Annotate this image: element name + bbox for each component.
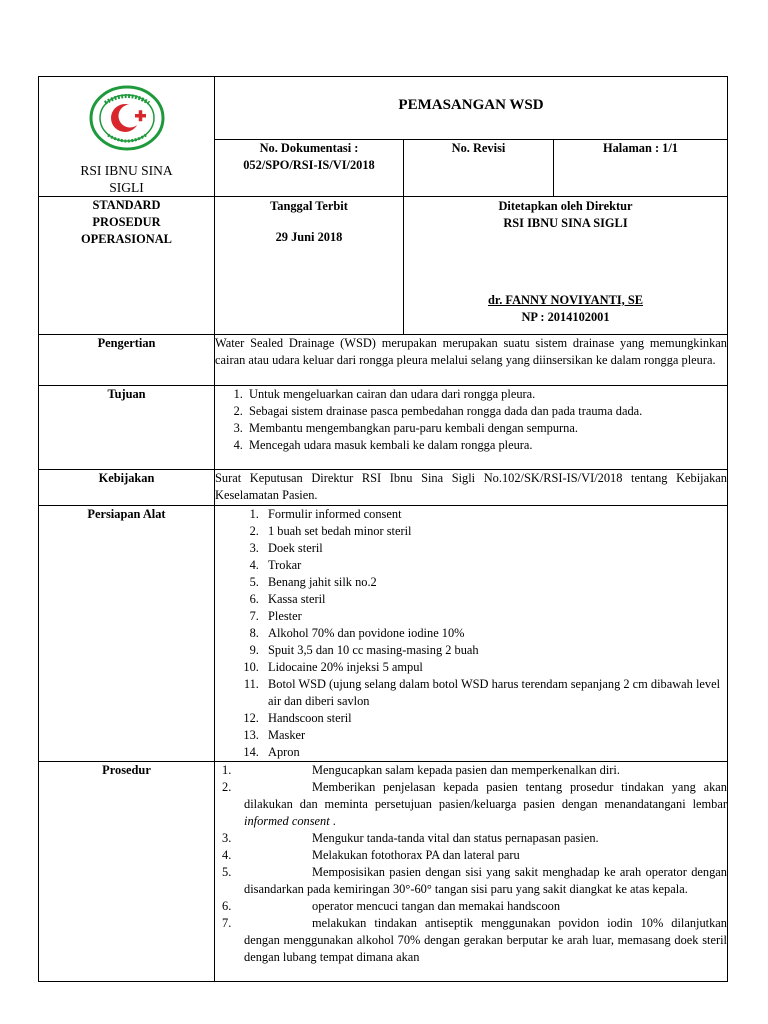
doc-number-cell <box>215 139 404 196</box>
sop-table <box>38 76 728 982</box>
list-item: 13. Masker <box>262 727 727 744</box>
prosedur-cell <box>215 762 728 982</box>
tujuan-list <box>215 386 727 454</box>
list-item: 4. Mencegah udara masuk kembali ke dalam rongga pleura. <box>246 437 727 454</box>
pengertian-text: Water Sealed Drainage (WSD) merupakan merupakan suatu sistem drainase yang memungkinkan cairan atau udara keluar dari rongga pleura melalui selang yang diinsersikan ke dalam rongga pleura. <box>215 335 728 386</box>
step-number: 2. <box>222 780 232 794</box>
director-np: NP : 2014102001 <box>521 310 610 324</box>
list-item: 6. Kassa steril <box>262 591 727 608</box>
list-item: 1. Untuk mengeluarkan cairan dan udara dari rongga pleura. <box>246 386 727 403</box>
alat-label: Persiapan Alat <box>39 506 215 762</box>
list-item <box>222 779 727 830</box>
doc-number-value: 052/SPO/RSI-IS/VI/2018 <box>243 157 375 172</box>
kebijakan-label: Kebijakan <box>39 470 215 506</box>
list-item: 5. Benang jahit silk no.2 <box>262 574 727 591</box>
list-item: 2. Sebagai sistem drainase pasca pembedahan rongga dada dan pada trauma dada. <box>246 403 727 420</box>
step-text-after: . <box>329 814 336 828</box>
hospital-identity-cell <box>39 77 215 197</box>
approval-label: Ditetapkan oleh Direktur <box>498 199 633 213</box>
list-item: 11. Botol WSD (ujung selang dalam botol WSD harus terendam sepanjang 2 cm dibawah level air dan diberi savlon <box>262 676 727 710</box>
kebijakan-text: Surat Keputusan Direktur RSI Ibnu Sina Sigli No.102/SK/RSI-IS/VI/2018 tentang Kebijakan Keselamatan Pasien. <box>215 470 728 506</box>
list-item: 2. 1 buah set bedah minor steril <box>262 523 727 540</box>
step-text: Memposisikan pasien dengan sisi yang sakit menghadap ke arah operator dengan disandarkan pada kemiringan 30°-60° tangan sisi paru yang sakit diangkat ke atas kepala. <box>244 865 727 896</box>
director-name: dr. FANNY NOVIYANTI, SE <box>487 293 644 307</box>
document-title-cell <box>215 77 728 140</box>
list-item: 12. Handscoon steril <box>262 710 727 727</box>
tujuan-cell <box>215 386 728 470</box>
list-item <box>222 762 727 779</box>
step-text: Memberikan penjelasan kepada pasien tentang prosedur tindakan yang akan dilakukan dan meminta persetujuan pasien/keluarga pasien dengan menandatangani lembar <box>244 780 727 811</box>
hospital-name-line1: RSI IBNU SINA <box>80 163 173 178</box>
list-item: 7. Plester <box>262 608 727 625</box>
page-number-label: Halaman : 1/1 <box>602 140 679 155</box>
approval-cell <box>404 197 728 335</box>
sop-type-line3: OPERASIONAL <box>81 232 172 246</box>
approval-org: RSI IBNU SINA SIGLI <box>503 216 628 230</box>
issue-date-value: 29 Juni 2018 <box>275 230 343 244</box>
issue-date-cell <box>215 197 404 335</box>
alat-list <box>215 506 727 761</box>
list-item <box>222 847 727 864</box>
step-text: Melakukan fotothorax PA dan lateral paru <box>312 848 520 862</box>
step-text: Mengucapkan salam kepada pasien dan memperkenalkan diri. <box>312 763 620 777</box>
list-item: 1. Formulir informed consent <box>262 506 727 523</box>
sop-document <box>38 76 727 967</box>
step-number: 6. <box>222 899 232 913</box>
sop-type-cell <box>39 197 215 335</box>
list-item: 14. Apron <box>262 744 727 761</box>
step-italic-text: informed consent <box>244 814 330 828</box>
pengertian-label: Pengertian <box>39 335 215 386</box>
step-number: 4. <box>222 848 232 862</box>
list-item: 4. Trokar <box>262 557 727 574</box>
hospital-name-line2: SIGLI <box>109 180 144 195</box>
alat-cell <box>215 506 728 762</box>
list-item: 3. Doek steril <box>262 540 727 557</box>
doc-number-label: No. Dokumentasi : <box>259 140 359 155</box>
list-item: 9. Spuit 3,5 dan 10 cc masing-masing 2 buah <box>262 642 727 659</box>
page-number-cell <box>554 139 728 196</box>
tujuan-label: Tujuan <box>39 386 215 470</box>
step-text: Mengukur tanda-tanda vital dan status pernapasan pasien. <box>312 831 599 845</box>
issue-date-label: Tanggal Terbit <box>270 199 348 213</box>
list-item <box>222 830 727 847</box>
step-number: 5. <box>222 865 232 879</box>
list-item: 8. Alkohol 70% dan povidone iodine 10% <box>262 625 727 642</box>
list-item <box>222 864 727 898</box>
step-text: operator mencuci tangan dan memakai handscoon <box>312 899 561 913</box>
prosedur-list <box>215 762 727 966</box>
step-text: melakukan tindakan antiseptik menggunakan povidon iodin 10% dilanjutkan dengan menggunakan alkohol 70% dengan gerakan berputar ke arah luar, memasang doek steril dengan lubang tempat dimana akan <box>244 916 727 964</box>
list-item: 10. Lidocaine 20% injeksi 5 ampul <box>262 659 727 676</box>
revision-cell <box>404 139 554 196</box>
list-item <box>222 915 727 966</box>
revision-label: No. Revisi <box>451 140 506 155</box>
step-number: 3. <box>222 831 232 845</box>
hospital-logo <box>88 85 166 151</box>
document-title: PEMASANGAN WSD <box>398 97 544 113</box>
list-item <box>222 898 727 915</box>
list-item: 3. Membantu mengembangkan paru-paru kembali dengan sempurna. <box>246 420 727 437</box>
step-number: 7. <box>222 916 232 930</box>
step-number: 1. <box>222 763 232 777</box>
sop-type-line1: STANDARD <box>92 198 161 212</box>
prosedur-label: Prosedur <box>39 762 215 982</box>
sop-type-line2: PROSEDUR <box>92 215 161 229</box>
